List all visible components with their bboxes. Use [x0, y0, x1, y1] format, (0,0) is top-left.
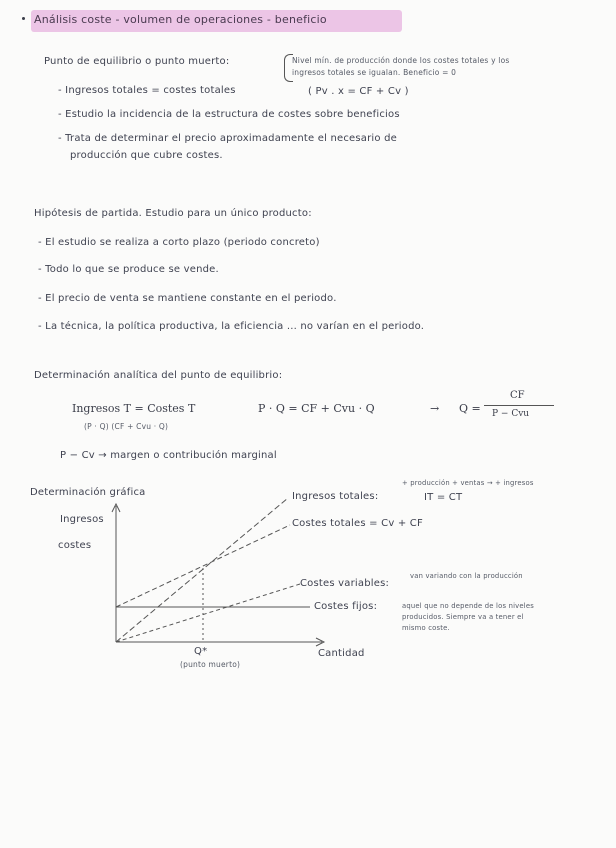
y-axis-label-1: Ingresos	[60, 514, 104, 525]
ingresos-eq-sub: (P · Q) (CF + Cvu · Q)	[84, 422, 169, 431]
eq-arrow: →	[430, 402, 440, 415]
analitica-label: Determinación analítica del punto de equilibrio:	[34, 370, 283, 381]
q-equals: Q =	[459, 402, 481, 415]
costes-fijos-note-3: mismo coste.	[402, 624, 450, 632]
grafica-label: Determinación gráfica	[30, 487, 146, 498]
punto-equilibrio-note-2: ingresos totales se igualan. Beneficio = 0	[292, 68, 457, 77]
q-denominator: P − Cvu	[492, 409, 530, 419]
pe-item-4: producción que cubre costes.	[70, 150, 223, 161]
costes-variables-label: Costes variables:	[300, 578, 390, 589]
hipotesis-item-2: - Todo lo que se produce se vende.	[38, 264, 219, 275]
it-ct-eq: IT = CT	[424, 492, 463, 503]
x-axis-label: Cantidad	[318, 648, 365, 659]
punto-equilibrio-label: Punto de equilibrio o punto muerto:	[44, 56, 230, 67]
pe-item-2: - Estudio la incidencia de la estructura de costes sobre beneficios	[58, 109, 400, 120]
ingresos-eq: Ingresos T = Costes T	[72, 402, 196, 415]
costes-fijos-note-1: aquel que no depende de los niveles	[402, 602, 534, 610]
pe-formula: ( Pv . x = CF + Cv )	[308, 86, 409, 97]
hipotesis-item-1: - El estudio se realiza a corto plazo (periodo concreto)	[38, 237, 320, 248]
page-title: Análisis coste - volumen de operaciones - beneficio	[34, 13, 327, 26]
costes-fijos-label: Costes fijos:	[314, 601, 378, 612]
pe-item-1: - Ingresos totales = costes totales	[58, 85, 236, 96]
pe-item-3: - Trata de determinar el precio aproximadamente el necesario de	[58, 133, 398, 144]
costes-totales-label: Costes totales = Cv + CF	[292, 518, 423, 529]
hipotesis-label: Hipótesis de partida. Estudio para un único producto:	[34, 208, 312, 219]
hipotesis-item-3: - El precio de venta se mantiene constante en el periodo.	[38, 293, 337, 304]
costes-variables-note: van variando con la producción	[410, 572, 523, 580]
punto-equilibrio-note-1: Nivel mín. de producción donde los costes totales y los	[292, 56, 510, 65]
pq-eq: P · Q = CF + Cvu · Q	[258, 402, 375, 415]
ingresos-totales-label: Ingresos totales:	[292, 491, 379, 502]
ingresos-note: + producción + ventas → + ingresos	[402, 479, 534, 487]
costes-fijos-note-2: producidos. Siempre va a tener el	[402, 613, 524, 621]
y-axis-label-2: costes	[58, 540, 92, 551]
ingresos-totales-line	[116, 498, 288, 642]
q-numerator: CF	[510, 390, 525, 401]
costes-variables-line	[116, 584, 300, 642]
margen-line: P − Cv → margen o contribución marginal	[60, 450, 277, 461]
q-star-label: Q*	[194, 646, 208, 657]
q-star-note: (punto muerto)	[180, 660, 241, 669]
hipotesis-item-4: - La técnica, la política productiva, la eficiencia ... no varían en el periodo.	[38, 321, 425, 332]
